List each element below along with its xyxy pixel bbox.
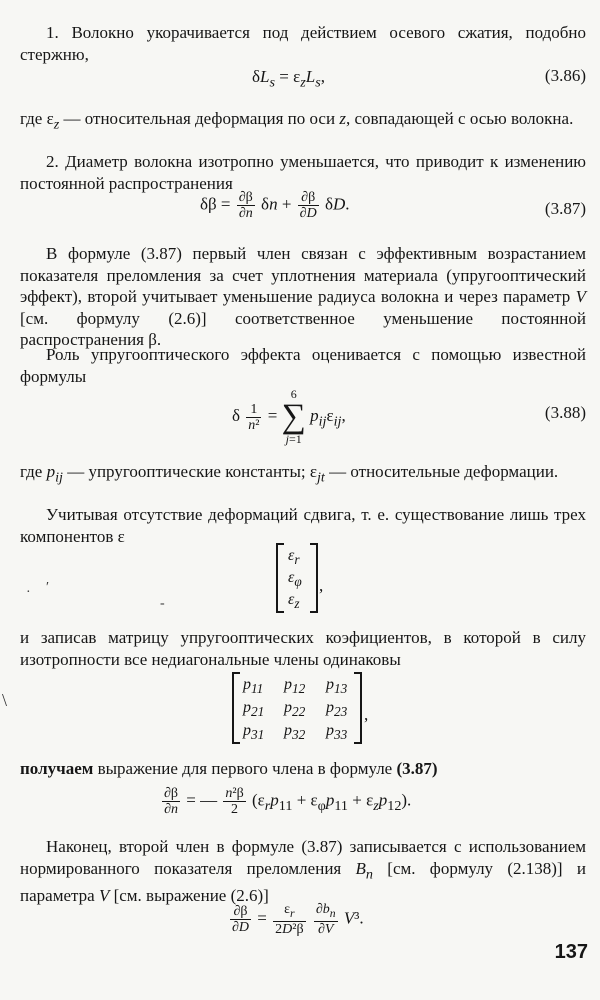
equation-3-88: δ $\frac{1}{\text{n²}}$ = 6 ∑ j=1 $p_{ij}\varepsilon_{ij}$,: [232, 387, 346, 446]
scan-mark: \: [2, 690, 8, 710]
vector-er: $\varepsilon_r$: [288, 547, 300, 568]
equation-number-3-87: (3.87): [544, 199, 586, 218]
paragraph-5: Роль упругооптического эффекта оценивается с помощью известной формулы: [20, 345, 586, 386]
paragraph-10: Наконец, второй член в формуле (3.87) записывается с использованием нормированного показателя преломления $B_n$ [см. формулу (2.138)] и параметра V [см. выражение (2.6)]: [20, 837, 586, 906]
page-number: 137: [554, 941, 588, 963]
scan-speck: ′: [46, 580, 50, 595]
scan-speck: ·: [26, 585, 31, 600]
equation-3-86: $\delta L_s = \varepsilon_zL_s$,: [252, 67, 325, 91]
paragraph-7: Учитывая отсутствие деформаций сдвига, т. е. существование лишь трех компонентов ε: [20, 505, 586, 546]
vector-ez: $\varepsilon_z$: [288, 591, 300, 612]
paragraph-4: В формуле (3.87) первый член связан с эффективным возрастанием показателя преломления за счет уплотнения материала (упругооптический эффект), второй учитывает уменьшение радиуса волокна и через параметр V [см. формулу (2.6)] соответственное уменьшение постоянной распространения β.: [20, 244, 586, 349]
paragraph-3: 2. Диаметр волокна изотропно уменьшается, что приводит к изменению постоянной распространения: [20, 152, 586, 193]
vector-ephi: $\varepsilon_\varphi$: [288, 569, 302, 590]
equation-number-3-86: (3.86): [544, 66, 586, 85]
strain-vector: [276, 543, 318, 613]
equation-second-term: $\frac{\partial\beta}{\partial D}$ = $\frac{\varepsilon_r}{\text{2D²β}}$ $\frac{\partial b_n}{\partial V}$ V³.: [232, 902, 364, 937]
paragraph-6: где $p_{ij}$ — упругооптические константы; $\varepsilon_{jt}$ — относительные деформации.: [20, 462, 559, 486]
elasto-optic-matrix: $p_{11}$ $p_{12}$ $p_{13}$ $p_{21}$ $p_{22}$ $p_{23}$ $p_{31}$ $p_{32}$ $p_{33}$: [232, 672, 362, 744]
equation-number-3-88: (3.88): [544, 403, 586, 422]
scan-speck: -: [160, 596, 165, 611]
paragraph-1: 1. Волокно укорачивается под действием осевого сжатия, подобно стержню,: [20, 23, 586, 64]
matrix-comma: ,: [364, 705, 369, 724]
paragraph-8: и записав матрицу упругооптических коэфициентов, в которой в силу изотропности все недиагональные члены одинаковы: [20, 628, 586, 669]
equation-3-87: δβ = $\frac{\partial\beta}{\partial n}$ δn + $\frac{\partial\beta}{\partial D}$ δD.: [200, 190, 350, 221]
equation-first-term: $\frac{\partial\beta}{\partial n}$ = — $\frac{\text{n²β}}{2}$ $(\varepsilon_rp_{11} + \varepsilon_\varphi p_{11} + \varepsilon_zp_{12})$.: [164, 786, 412, 817]
vector-comma: ,: [319, 576, 324, 595]
paragraph-9: получаем выражение для первого члена в формуле (3.87): [20, 759, 438, 778]
paragraph-2: где $\varepsilon_z$ — относительная деформация по оси z, совпадающей с осью волокна.: [20, 109, 574, 133]
